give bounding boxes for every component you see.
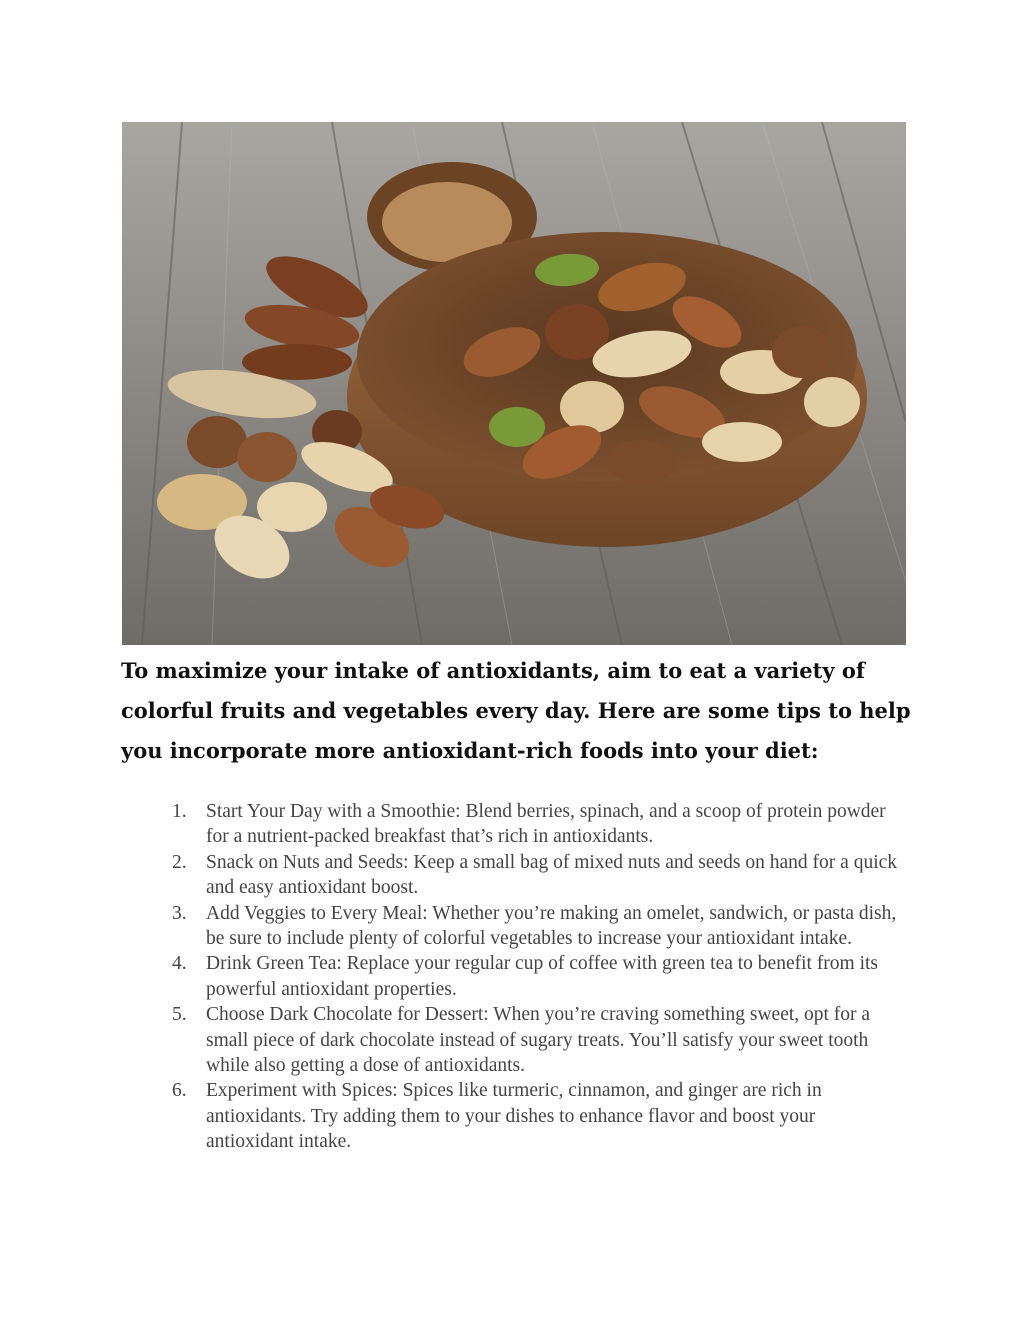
list-item-text: Start Your Day with a Smoothie: Blend berries, spinach, and a scoop of protein powder for a nutrient-packed breakfast that’s rich in antioxidants. bbox=[206, 801, 886, 848]
list-item-text: Drink Green Tea: Replace your regular cup of coffee with green tea to benefit from its powerful antioxidant properties. bbox=[206, 953, 879, 1000]
list-item bbox=[172, 1002, 902, 1078]
list-item-text: Choose Dark Chocolate for Dessert: When you’re craving something sweet, opt for a small piece of dark chocolate instead of sugary treats. You’ll satisfy your sweet tooth while also getting a dose of antioxidants. bbox=[206, 1004, 871, 1077]
list-item-number: 1. bbox=[172, 801, 187, 822]
list-item bbox=[172, 951, 902, 1002]
section-heading: To maximize your intake of antioxidants, aim to eat a variety of colorful fruits and vegetables every day. Here are some tips to help you incorporate more antioxidant-rich foods into your diet: bbox=[121, 658, 911, 763]
mixed-nuts-bowl-photo bbox=[122, 122, 906, 645]
list-item-number: 2. bbox=[172, 851, 187, 873]
list-item-number: 5. bbox=[172, 1004, 187, 1026]
list-item bbox=[172, 901, 902, 952]
list-item-number: 3. bbox=[172, 902, 187, 924]
list-item bbox=[172, 850, 902, 901]
nuts-illustration bbox=[122, 122, 906, 645]
list-item-number: 4. bbox=[172, 953, 187, 975]
list-item-text: Snack on Nuts and Seeds: Keep a small bag of mixed nuts and seeds on hand for a quick and easy antioxidant boost. bbox=[206, 851, 898, 899]
tips-list bbox=[172, 799, 902, 1155]
list-item-number: 6. bbox=[172, 1080, 187, 1102]
list-item-text: Experiment with Spices: Spices like turmeric, cinnamon, and ginger are rich in antioxidants. Try adding them to your dishes to enhance flavor and boost your antioxidant intake. bbox=[206, 1080, 822, 1153]
list-item bbox=[172, 799, 902, 850]
list-item bbox=[172, 1078, 902, 1154]
list-item-text: Add Veggies to Every Meal: Whether you’re making an omelet, sandwich, or pasta dish, be sure to include plenty of colorful vegetables to increase your antioxidant intake. bbox=[206, 902, 897, 950]
